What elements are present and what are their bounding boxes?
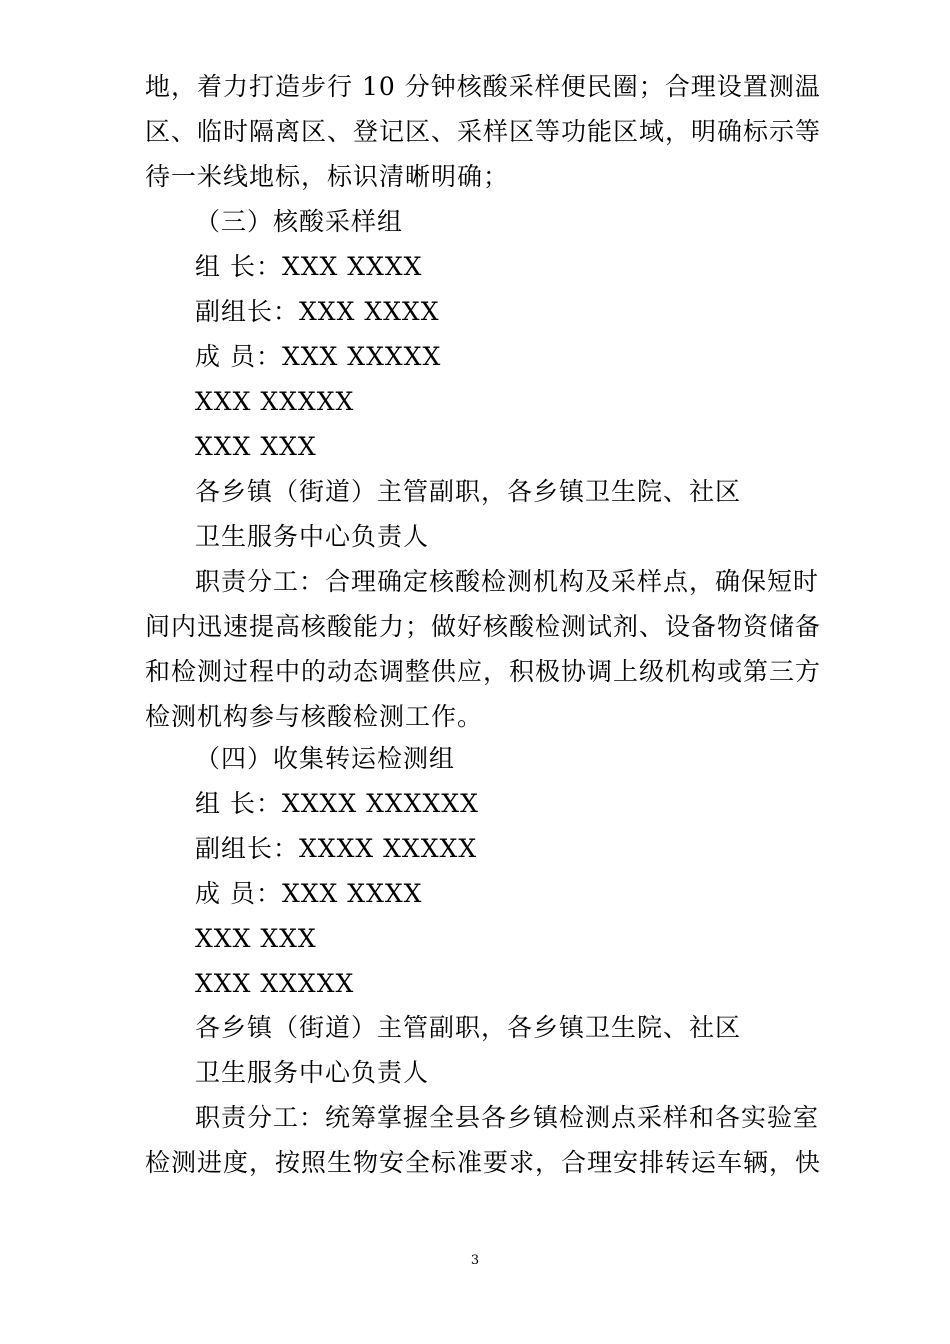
duties-line: 间内迅速提高核酸能力；做好核酸检测试剂、设备物资储备 <box>145 612 822 641</box>
member-units-line: 卫生服务中心负责人 <box>195 1058 430 1087</box>
member-units-line: 卫生服务中心负责人 <box>195 522 430 551</box>
member-units-line: 各乡镇（街道）主管副职，各乡镇卫生院、社区 <box>195 477 742 506</box>
members-line: 成 员：XXX XXXX <box>195 879 423 908</box>
duties-line: 检测机构参与核酸检测工作。 <box>145 702 484 731</box>
section-heading-transport-group: （四）收集转运检测组 <box>195 744 456 773</box>
body-text-line: 区、临时隔离区、登记区、采样区等功能区域，明确标示等 <box>145 117 822 146</box>
duties-line: 职责分工：统筹掌握全县各乡镇检测点采样和各实验室 <box>195 1103 820 1132</box>
member-name-line: XXX XXX <box>195 432 317 461</box>
member-name-line: XXX XXXXX <box>195 969 355 998</box>
section-heading-sampling-group: （三）核酸采样组 <box>195 207 404 236</box>
page-number: 3 <box>470 1253 480 1268</box>
deputy-leader-line: 副组长：XXX XXXX <box>195 297 440 326</box>
members-line: 成 员：XXX XXXXX <box>195 342 442 371</box>
group-leader-line: 组 长：XXX XXXX <box>195 252 423 281</box>
member-units-line: 各乡镇（街道）主管副职，各乡镇卫生院、社区 <box>195 1013 742 1042</box>
body-text-line: 地，着力打造步行 10 分钟核酸采样便民圈；合理设置测温 <box>145 72 821 101</box>
deputy-leader-line: 副组长：XXXX XXXXX <box>195 834 478 863</box>
duties-line: 和检测过程中的动态调整供应，积极协调上级机构或第三方 <box>145 657 822 686</box>
member-name-line: XXX XXX <box>195 924 317 953</box>
duties-line: 检测进度，按照生物安全标准要求，合理安排转运车辆，快 <box>145 1148 822 1177</box>
duties-line: 职责分工：合理确定核酸检测机构及采样点，确保短时 <box>195 567 820 596</box>
group-leader-line: 组 长：XXXX XXXXXX <box>195 789 479 818</box>
member-name-line: XXX XXXXX <box>195 387 355 416</box>
body-text-line: 待一米线地标，标识清晰明确； <box>145 162 510 191</box>
